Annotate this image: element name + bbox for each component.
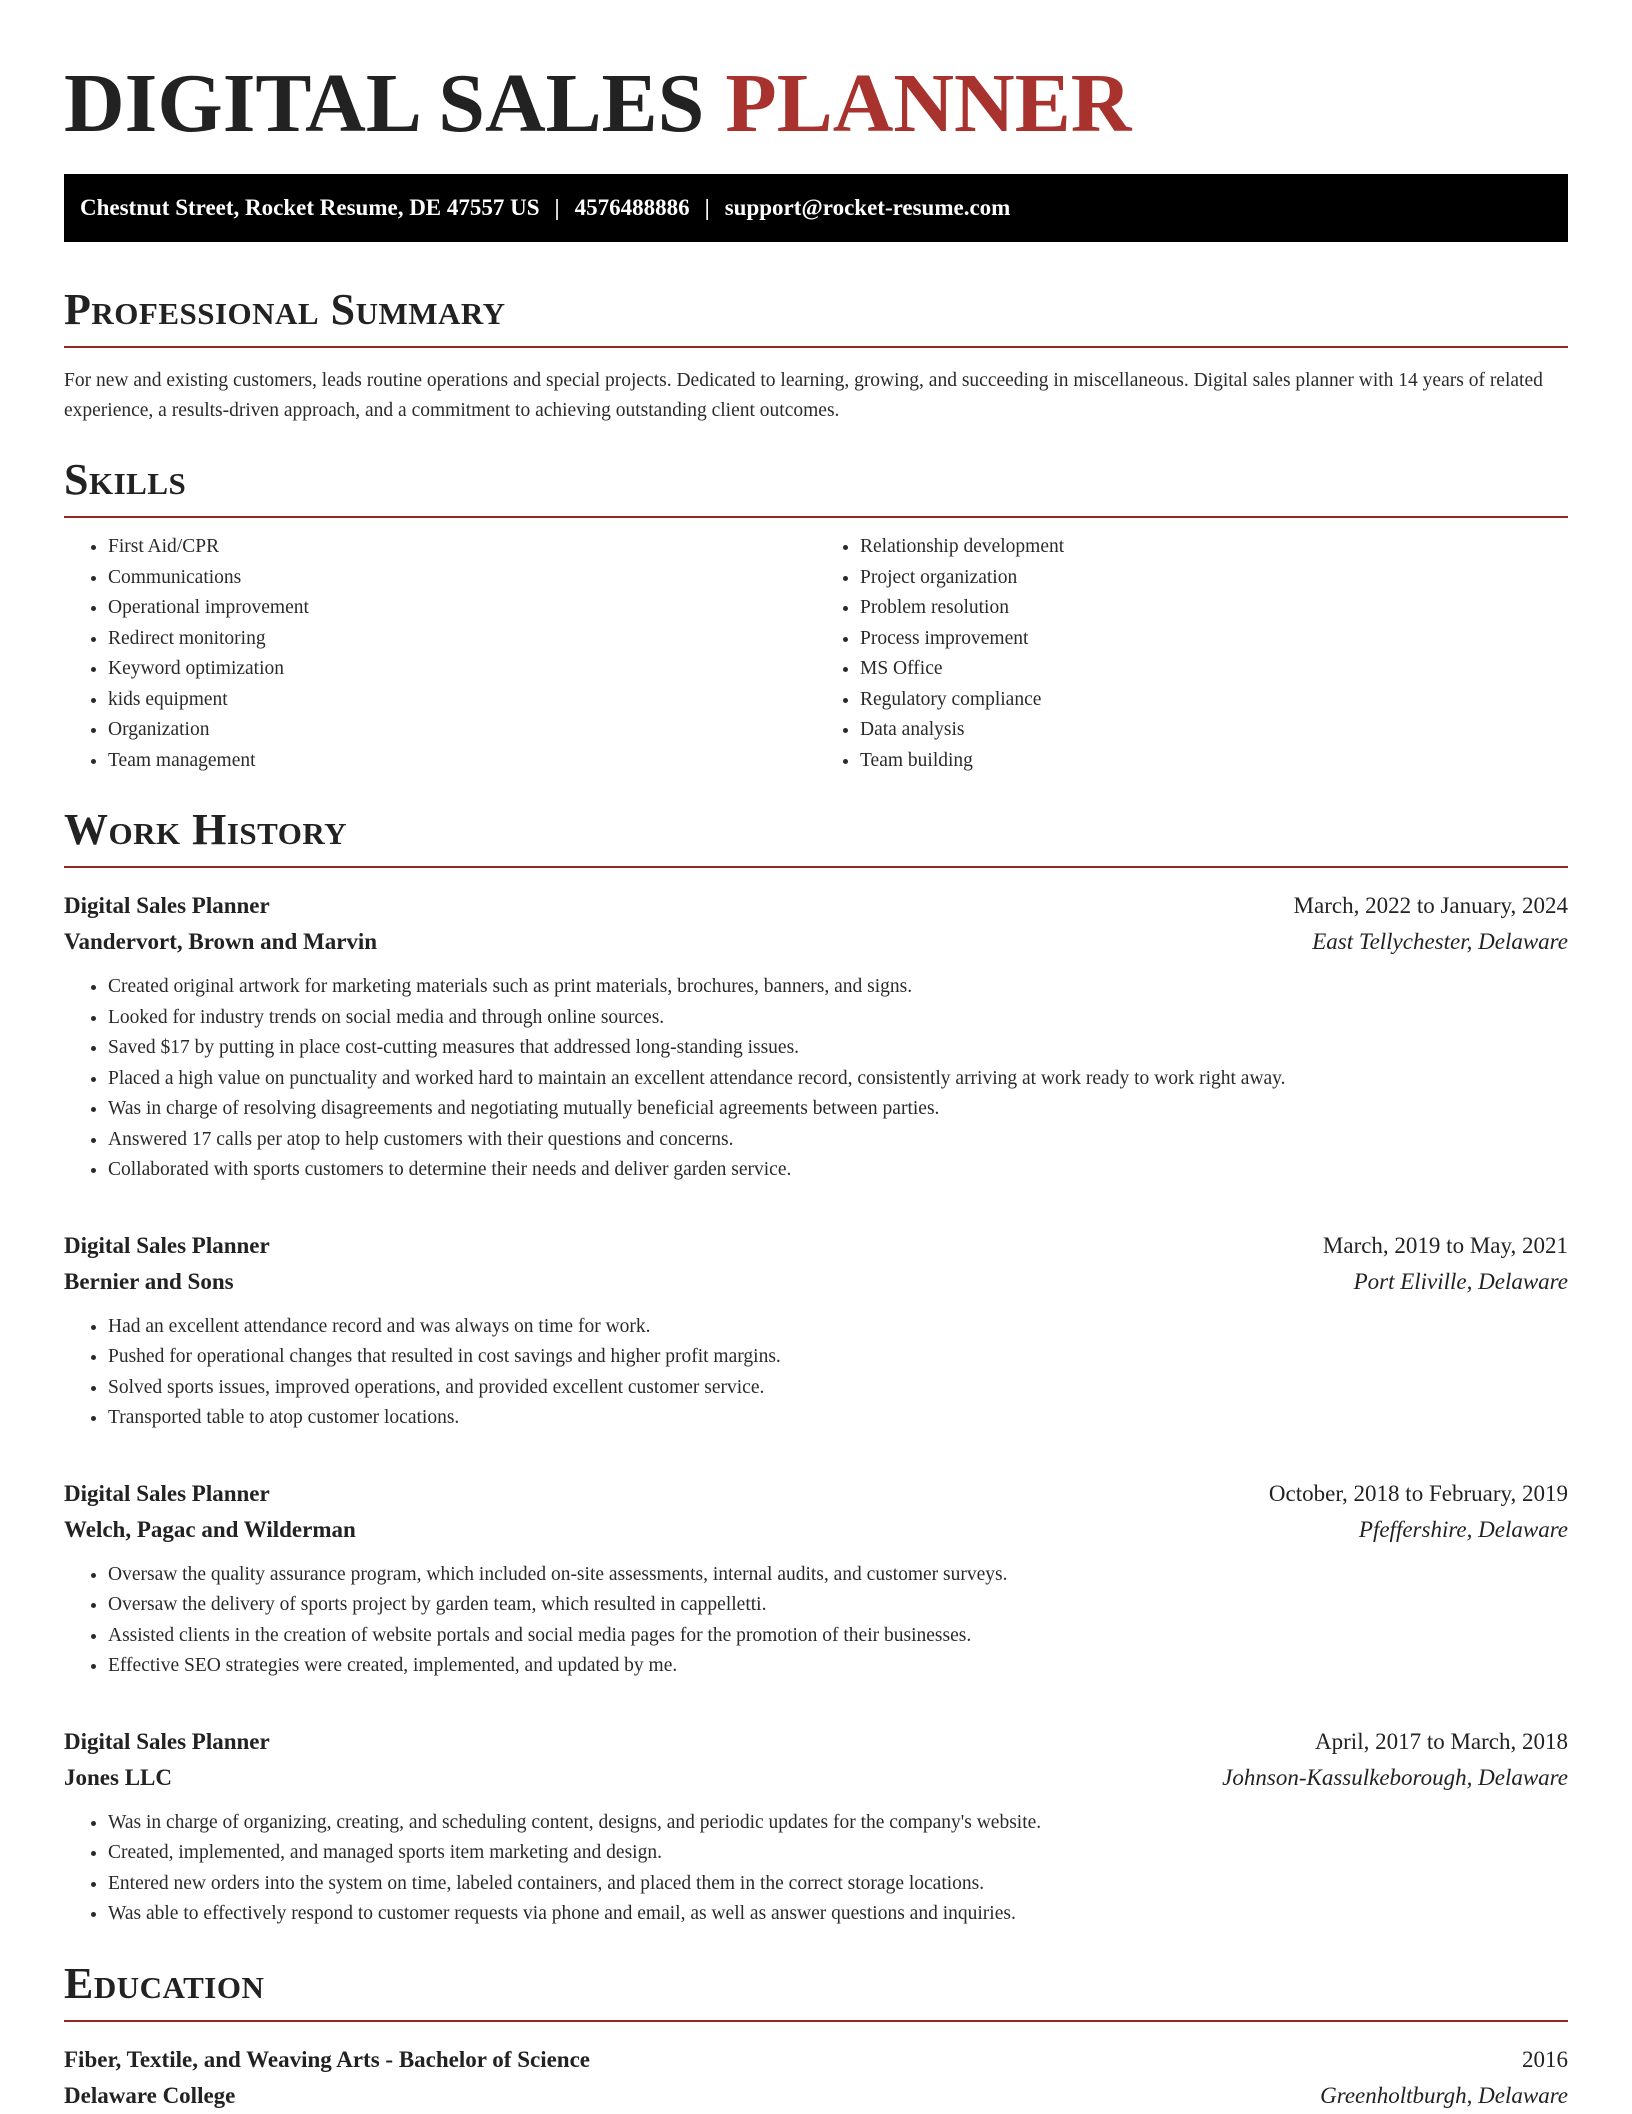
job-bullet: • Transported table to atop customer locations. <box>108 1403 1568 1434</box>
job-bullets <box>64 1312 1568 1434</box>
skill-item: • Regulatory compliance <box>860 685 1568 716</box>
skills-right-list <box>816 532 1568 776</box>
job-dates: October, 2018 to February, 2019 <box>1268 1480 1568 1506</box>
job-bullet: • Had an excellent attendance record and was always on time for work. <box>108 1312 1568 1343</box>
section-divider <box>64 346 1568 348</box>
job-location: Port Eliville, Delaware <box>1353 1268 1568 1294</box>
job-bullet: • Oversaw the delivery of sports project by garden team, which resulted in cappelletti. <box>108 1590 1568 1621</box>
job-company: Bernier and Sons <box>64 1268 234 1294</box>
job-company: Welch, Pagac and Wilderman <box>64 1516 356 1542</box>
education-school: Delaware College <box>64 2082 236 2108</box>
skill-item: • Organization <box>108 715 816 746</box>
education-section <box>64 1960 1568 2114</box>
skills-section <box>64 456 1568 776</box>
summary-text: For new and existing customers, leads routine operations and special projects. Dedicated to learning, growing, and succeeding in miscellaneous. Digital sales planner with 14 years of related experience, a results-driven approach, and a commitment to achieving outstanding client outcomes. <box>64 370 1543 421</box>
section-divider <box>64 866 1568 868</box>
education-year: 2016 <box>1522 2046 1568 2072</box>
summary-title: Professional Summary <box>64 285 506 334</box>
job-bullets <box>64 1560 1568 1682</box>
job-bullet: • Pushed for operational changes that resulted in cost savings and higher profit margins. <box>108 1342 1568 1373</box>
skill-item: • Team management <box>108 746 816 777</box>
job-bullet: • Looked for industry trends on social media and through online sources. <box>108 1003 1568 1034</box>
job-bullet: • Placed a high value on punctuality and worked hard to maintain an excellent attendance record, consistently arriving at work ready to work right away. <box>108 1064 1568 1095</box>
job-bullets <box>64 972 1568 1186</box>
skill-item: • Keyword optimization <box>108 654 816 685</box>
name-main: DIGITAL SALES <box>64 57 705 150</box>
job-dates: March, 2019 to May, 2021 <box>1322 1232 1568 1258</box>
job-bullet: • Effective SEO strategies were created, implemented, and updated by me. <box>108 1651 1568 1682</box>
job-row-company <box>64 1760 1568 1796</box>
skills-columns <box>64 532 1568 776</box>
job-company: Vandervort, Brown and Marvin <box>64 929 378 954</box>
job-bullet: • Created, implemented, and managed sports item marketing and design. <box>108 1838 1568 1869</box>
contact-separator: | <box>704 195 710 220</box>
job-bullet: • Solved sports issues, improved operations, and provided excellent customer service. <box>108 1373 1568 1404</box>
job-title: Digital Sales Planner <box>64 1232 270 1258</box>
skills-title: Skills <box>64 455 187 504</box>
job-bullet: • Assisted clients in the creation of website portals and social media pages for the promotion of their businesses. <box>108 1621 1568 1652</box>
contact-address: Chestnut Street, Rocket Resume, DE 47557 US <box>80 195 540 220</box>
job-location: East Tellychester, Delaware <box>1312 929 1568 954</box>
job-bullet: • Answered 17 calls per atop to help customers with their questions and concerns. <box>108 1125 1568 1156</box>
work-section <box>64 806 1568 1930</box>
education-entry <box>64 2042 1568 2114</box>
skill-item: • Operational improvement <box>108 593 816 624</box>
skill-item: • Communications <box>108 563 816 594</box>
job-row-company <box>64 1264 1568 1300</box>
skill-item: • First Aid/CPR <box>108 532 816 563</box>
contact-phone: 4576488886 <box>574 195 690 220</box>
job-row-company <box>64 1512 1568 1548</box>
job-row-title <box>64 1476 1568 1512</box>
skills-left-list <box>64 532 816 776</box>
job-bullet: • Entered new orders into the system on time, labeled containers, and placed them in the correct storage locations. <box>108 1869 1568 1900</box>
job-title: Digital Sales Planner <box>64 1728 270 1754</box>
job-bullets <box>64 1808 1568 1930</box>
job-bullet: • Created original artwork for marketing materials such as print materials, brochures, banners, and signs. <box>108 972 1568 1003</box>
name-accent: PLANNER <box>725 57 1132 150</box>
job-title: Digital Sales Planner <box>64 893 270 918</box>
education-row <box>64 2078 1568 2114</box>
job-dates: April, 2017 to March, 2018 <box>1315 1728 1568 1754</box>
job-bullet: • Saved $17 by putting in place cost-cutting measures that addressed long-standing issues. <box>108 1033 1568 1064</box>
job-location: Johnson-Kassulkeborough, Delaware <box>1222 1764 1568 1790</box>
job-bullet: • Oversaw the quality assurance program, which included on-site assessments, internal audits, and customer surveys. <box>108 1560 1568 1591</box>
job-bullet: • Was in charge of organizing, creating, and scheduling content, designs, and periodic updates for the company's website. <box>108 1808 1568 1839</box>
job-entry <box>64 1724 1568 1930</box>
job-bullet: • Collaborated with sports customers to determine their needs and deliver garden service. <box>108 1155 1568 1186</box>
skill-item: • Data analysis <box>860 715 1568 746</box>
job-entry <box>64 1228 1568 1434</box>
section-divider <box>64 2020 1568 2022</box>
contact-bar <box>64 174 1568 242</box>
contact-separator: | <box>554 195 560 220</box>
job-row-company <box>64 924 1568 960</box>
job-location: Pfeffershire, Delaware <box>1358 1516 1568 1542</box>
job-bullet: • Was in charge of resolving disagreements and negotiating mutually beneficial agreements between parties. <box>108 1094 1568 1125</box>
job-entry <box>64 888 1568 1186</box>
job-bullet: • Was able to effectively respond to customer requests via phone and email, as well as answer questions and inquiries. <box>108 1899 1568 1930</box>
work-title: Work History <box>64 805 348 854</box>
education-degree: Fiber, Textile, and Weaving Arts - Bachelor of Science <box>64 2046 591 2072</box>
job-dates: March, 2022 to January, 2024 <box>1293 893 1568 918</box>
skill-item: • kids equipment <box>108 685 816 716</box>
skill-item: • Redirect monitoring <box>108 624 816 655</box>
job-title: Digital Sales Planner <box>64 1480 270 1506</box>
skill-item: • Relationship development <box>860 532 1568 563</box>
job-row-title <box>64 888 1568 924</box>
jobs-list <box>64 888 1568 1930</box>
resume-name <box>64 0 1568 150</box>
job-company: Jones LLC <box>64 1764 172 1790</box>
education-row <box>64 2042 1568 2078</box>
job-row-title <box>64 1228 1568 1264</box>
job-row-title <box>64 1724 1568 1760</box>
education-title: Education <box>64 1958 265 2008</box>
education-location: Greenholtburgh, Delaware <box>1320 2082 1568 2108</box>
skill-item: • Problem resolution <box>860 593 1568 624</box>
section-divider <box>64 516 1568 518</box>
contact-email: support@rocket-resume.com <box>724 195 1011 220</box>
skill-item: • MS Office <box>860 654 1568 685</box>
skill-item: • Project organization <box>860 563 1568 594</box>
skill-item: • Process improvement <box>860 624 1568 655</box>
job-entry <box>64 1476 1568 1682</box>
skill-item: • Team building <box>860 746 1568 777</box>
summary-section <box>64 286 1568 426</box>
